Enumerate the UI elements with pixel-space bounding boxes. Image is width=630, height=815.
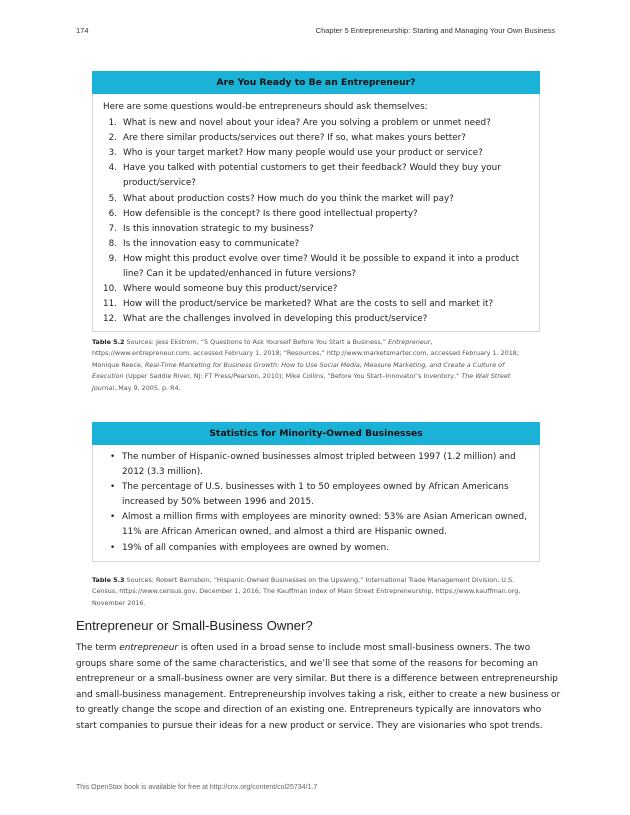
- item-text: What are the challenges involved in developing this product/service?: [123, 314, 428, 325]
- list-item: [103, 282, 529, 297]
- item-text: How will the product/service be marketed? What are the costs to sell and market it?: [123, 299, 494, 310]
- list-item: [103, 146, 529, 161]
- list-item: [103, 480, 529, 510]
- item-text: Almost a million firms with employees are minority owned: 53% are Asian American owned, 11% are African American owned, and almost a third are Hispanic owned.: [122, 512, 527, 538]
- list-item: [103, 510, 529, 540]
- item-number: 4.: [108, 163, 117, 174]
- list-item: [103, 207, 529, 222]
- para-text: The term: [76, 643, 120, 653]
- footer-note: This OpenStax book is available for free at http://cnx.org/content/col25734/1.7: [76, 784, 318, 791]
- item-number: 8.: [108, 238, 117, 249]
- table-caption-5-3: [92, 575, 532, 609]
- list-item: [103, 161, 529, 191]
- box-intro: Here are some questions would-be entrepreneurs should ask themselves:: [103, 102, 428, 112]
- statistics-list: [103, 450, 529, 556]
- item-text: The percentage of U.S. businesses with 1 to 50 employees owned by African Americans increased by 50% between 1996 and 2015.: [122, 482, 509, 508]
- item-text: Are there similar products/services out there? If so, what makes yours better?: [123, 133, 466, 144]
- list-item: [103, 131, 529, 146]
- caption-label: Table 5.2: [92, 338, 125, 346]
- item-text: The number of Hispanic-owned businesses almost tripled between 1997 (1.2 million) and 2012 (3.3 million).: [122, 452, 516, 478]
- item-text: 19% of all companies with employees are owned by women.: [122, 542, 390, 553]
- questions-list: [103, 116, 529, 327]
- list-item: [103, 252, 529, 282]
- caption-label: Table 5.3: [92, 576, 125, 584]
- list-item: [103, 297, 529, 312]
- item-number: 1.: [108, 118, 117, 129]
- item-text: How might this product evolve over time? Would it be possible to expand it into a product line? Can it be updated/enhanced in future versions?: [123, 253, 520, 280]
- caption-text: , https://www.entrepreneur.com, accessed February 1, 2018; “Resources,” http://www.marketsmarter.com, accessed February 1, 2018; Monique Reece,: [92, 338, 519, 369]
- caption-italic: Real-Time Marketing for Business Growth: How to Use Social Media, Measure Marketing, and Create a Culture of Execution: [92, 360, 505, 381]
- caption-text: Sources: Robert Bernstein, “Hispanic-Owned Businesses on the Upswing,” International Trade Management Division, U.S. Census, https://www.census.gov, December 1, 2016; The Kauffman Index of Main Street Entrepreneurship, https://www.kauffman.org, November 2016.: [92, 576, 521, 607]
- chapter-title: Chapter 5 Entrepreneurship: Starting and Managing Your Own Business: [315, 26, 555, 35]
- item-text: Is this innovation strategic to my business?: [123, 223, 314, 234]
- box-title: Are You Ready to Be an Entrepreneur?: [92, 71, 540, 94]
- item-number: 12.: [103, 314, 117, 325]
- bullet-icon: •: [110, 542, 116, 553]
- item-number: 7.: [108, 223, 117, 234]
- minority-statistics-box: [92, 422, 540, 562]
- caption-text: , May 9, 2005, p. R4.: [114, 383, 181, 392]
- caption-text: Sources: Jess Ekstrom, “5 Questions to Ask Yourself Before You Start a Business,”: [124, 338, 389, 346]
- list-item: [103, 312, 529, 327]
- caption-text: (Upper Saddle River, NJ: FT Press/Pearson, 2010); Mike Collins, “Before You Start–Innovator’s Inventory,”: [123, 372, 462, 381]
- item-number: 10.: [103, 284, 117, 295]
- item-number: 3.: [108, 148, 117, 159]
- list-item: [103, 237, 529, 252]
- item-number: 9.: [108, 253, 117, 264]
- item-number: 6.: [108, 208, 117, 219]
- bullet-icon: •: [110, 512, 116, 523]
- entrepreneur-questions-box: [92, 71, 540, 332]
- item-number: 2.: [108, 133, 117, 144]
- item-text: Is the innovation easy to communicate?: [123, 238, 300, 249]
- item-number: 11.: [103, 299, 117, 310]
- body-paragraph: [76, 641, 561, 735]
- item-number: 5.: [108, 193, 117, 204]
- item-text: What about production costs? How much do you think the market will pay?: [123, 193, 454, 204]
- bullet-icon: •: [110, 452, 116, 462]
- list-item: [103, 541, 529, 556]
- item-text: Who is your target market? How many people would use your product or service?: [123, 148, 483, 159]
- item-text: How defensible is the concept? Is there good intellectual property?: [123, 208, 418, 219]
- list-item: [103, 116, 529, 131]
- section-heading: Entrepreneur or Small-Business Owner?: [76, 618, 313, 633]
- list-item: [103, 450, 529, 480]
- para-italic: entrepreneur: [119, 643, 179, 653]
- caption-italic: Entrepreneur: [388, 338, 431, 346]
- table-caption-5-2: [92, 337, 532, 394]
- para-text: is often used in a broad sense to include most small-business owners. The two groups share some of the same characteristics, and we’ll see that some of the reasons for becoming an entrepreneur or a small-business owner are very similar. But there is a difference between entrepreneurship and small-business management. Entrepreneurship involves taking a risk, either to create a new business or to greatly change the scope and direction of an existing one. Entrepreneurs typically are innovators who start companies to pursue their ideas for a new product or service. They are visionaries who spot trends.: [76, 643, 561, 731]
- list-item: [103, 192, 529, 207]
- item-text: Where would someone buy this product/service?: [123, 284, 338, 295]
- item-text: Have you talked with potential customers to get their feedback? Would they buy your product/service?: [123, 163, 501, 189]
- list-item: [103, 222, 529, 237]
- page-number: 174: [76, 26, 89, 35]
- box-title: Statistics for Minority-Owned Businesses: [92, 422, 540, 445]
- bullet-icon: •: [110, 482, 116, 493]
- item-text: What is new and novel about your idea? Are you solving a problem or unmet need?: [123, 118, 491, 129]
- caption-italic: The Wall Street Journal: [92, 372, 511, 392]
